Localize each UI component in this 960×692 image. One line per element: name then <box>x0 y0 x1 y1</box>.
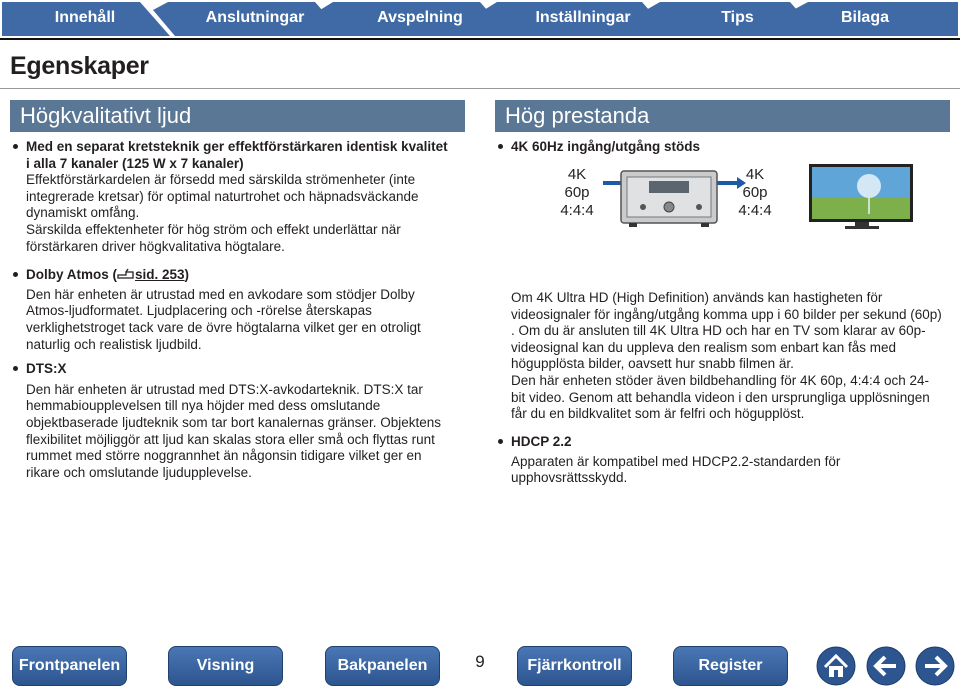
item-title-end: ) <box>184 267 190 283</box>
nav-fjarrkontroll-button[interactable]: Fjärrkontroll <box>517 646 632 686</box>
right-column <box>497 139 942 156</box>
tab-tips[interactable]: Tips <box>721 9 754 26</box>
right-column-body <box>511 290 943 423</box>
list-item <box>12 267 452 353</box>
top-rule <box>0 38 960 40</box>
list-item <box>12 139 452 255</box>
section-heading-left: Högkvalitativt ljud <box>10 100 465 132</box>
home-icon <box>816 646 856 686</box>
title-rule <box>0 88 960 89</box>
item-title: HDCP 2.2 <box>511 434 572 449</box>
output-label <box>733 166 777 220</box>
item-title: DTS:X <box>26 361 67 377</box>
section-heading-right: Hög prestanda <box>495 100 950 132</box>
page-number: 9 <box>475 652 485 671</box>
page-title: Egenskaper <box>10 52 149 80</box>
input-label-line1: 4K 60p <box>564 166 590 201</box>
input-label-line2: 4:4:4 <box>560 202 594 219</box>
list-item <box>497 139 942 156</box>
item-body: Om 4K Ultra HD (High Definition) används kan hastigheten för videosignaler för ingång/utgång komma upp i 60 bilder per sekund (60p) . Om du är ansluten till 4K Ultra HD och har en TV som klarar av 60p-videosignal kan du uppleva den realism som enbart kan fås med högupplösta bilder, oavsett hur snabb filmen är. <box>511 290 942 372</box>
input-label <box>555 166 599 220</box>
top-tab-bar <box>0 0 960 38</box>
item-body: Den här enheten stöder även bildbehandling för 4K 60p, 4:4:4 och 24-bit video. Genom att behandla videon i den ursprungliga upplösningen får du en bildkvalitet som är felfri och högupplöst. <box>511 372 930 422</box>
back-button[interactable] <box>866 646 906 686</box>
item-title <box>26 267 452 284</box>
page-link[interactable]: sid. 253 <box>135 267 185 283</box>
tv-icon <box>807 162 917 230</box>
item-body: Den här enheten är utrustad med en avkodare som stödjer Dolby Atmos-ljudformatet. Ljudplacering och -rörelse återskapas verklighetstroget tack vare de övre högtalarna vilket ger en otroligt naturlig och realistisk ljudbild. <box>26 286 421 352</box>
item-body: Särskilda effektenheter för hög ström och effekt underlättar när förstärkaren driver högkvalitativa högtalare. <box>26 221 401 254</box>
item-body: Effektförstärkardelen är försedd med särskilda strömenheter (inte integrerade kretsar) för optimal naturtrohet och häpnadsväckande dynamiskt omfång. <box>26 172 419 221</box>
tab-installningar[interactable]: Inställningar <box>535 9 631 26</box>
tab-bilaga[interactable]: Bilaga <box>840 9 889 26</box>
output-label-line2: 4:4:4 <box>738 202 772 219</box>
nav-visning-button[interactable]: Visning <box>168 646 283 686</box>
nav-bakpanelen-button[interactable]: Bakpanelen <box>325 646 440 686</box>
item-title: 4K 60Hz ingång/utgång stöds <box>511 139 701 154</box>
tab-anslutningar[interactable]: Anslutningar <box>205 9 305 26</box>
tab-avspelning[interactable]: Avspelning <box>377 9 463 26</box>
av-receiver-icon <box>619 169 719 229</box>
list-item <box>12 361 452 481</box>
arrow-right-icon <box>915 646 955 686</box>
forward-button[interactable] <box>915 646 955 686</box>
page-ref-icon <box>117 268 135 279</box>
tab-innehall[interactable]: Innehåll <box>54 9 116 26</box>
right-column-hdcp <box>497 434 942 487</box>
item-title-text: Dolby Atmos ( <box>26 267 117 283</box>
output-label-line1: 4K 60p <box>742 166 768 201</box>
left-column <box>12 139 452 481</box>
home-button[interactable] <box>816 646 856 686</box>
item-title: Med en separat kretsteknik ger effektförstärkaren identisk kvalitet i alla 7 kanaler (125 W x 7 kanaler) <box>26 139 448 171</box>
4k-diagram <box>545 162 945 232</box>
list-item <box>497 434 942 487</box>
nav-register-button[interactable]: Register <box>673 646 788 686</box>
item-body: Apparaten är kompatibel med HDCP2.2-standarden för upphovsrättsskydd. <box>511 453 841 486</box>
arrow-left-icon <box>866 646 906 686</box>
item-body: Den här enheten är utrustad med DTS:X-avkodarteknik. DTS:X tar hemmabioupplevelsen till nya höjder med dess omslutande objektbaserade ljudteknik som tar bort kanalernas gränser. Objektens flexibilitet möjliggör att ljud kan skalas stora eller små och flyttas runt rummet med större noggrannhet än någonsin tidigare vilket ger en rikare och omslutande ljudupplevelse. <box>26 381 441 480</box>
nav-frontpanelen-button[interactable]: Frontpanelen <box>12 646 127 686</box>
